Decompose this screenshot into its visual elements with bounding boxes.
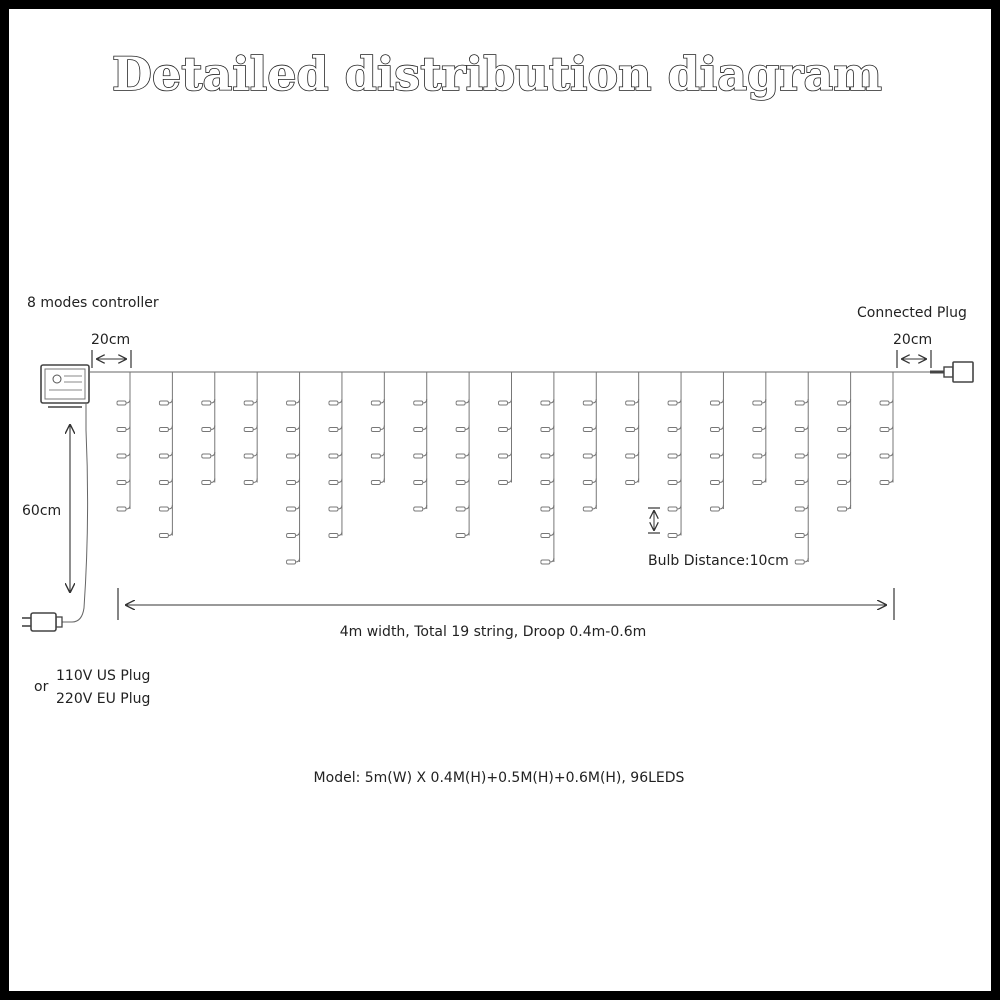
led-bulb bbox=[838, 401, 847, 405]
led-bulb bbox=[668, 428, 677, 432]
led-bulb bbox=[668, 401, 677, 405]
plug-eu-label: 220V EU Plug bbox=[56, 691, 151, 707]
left-lead-dimension bbox=[92, 350, 131, 368]
led-bulb bbox=[795, 507, 804, 511]
led-bulb bbox=[668, 481, 677, 485]
led-bulb bbox=[329, 534, 338, 538]
led-bulb bbox=[117, 454, 126, 458]
led-bulb bbox=[710, 454, 719, 458]
led-bulb bbox=[244, 428, 253, 432]
led-bulb bbox=[626, 481, 635, 485]
plug-us-label: 110V US Plug bbox=[56, 668, 151, 684]
power-plug-icon bbox=[22, 613, 62, 631]
led-bulb bbox=[414, 454, 423, 458]
curtain-string bbox=[838, 372, 851, 511]
led-bulb bbox=[880, 428, 889, 432]
led-bulb bbox=[795, 401, 804, 405]
curtain-string bbox=[456, 372, 469, 538]
led-bulb bbox=[456, 507, 465, 511]
right-lead-dimension bbox=[897, 350, 931, 368]
width-dimension bbox=[118, 588, 894, 620]
power-cable bbox=[60, 403, 88, 622]
led-bulb bbox=[880, 481, 889, 485]
led-bulb bbox=[287, 454, 296, 458]
led-bulb bbox=[329, 454, 338, 458]
led-bulb bbox=[456, 454, 465, 458]
width-spec-label: 4m width, Total 19 string, Droop 0.4m-0.6m bbox=[339, 624, 647, 640]
led-bulb bbox=[117, 481, 126, 485]
led-bulb bbox=[583, 454, 592, 458]
led-bulb bbox=[541, 401, 550, 405]
led-bulb bbox=[329, 481, 338, 485]
led-bulb bbox=[710, 428, 719, 432]
cable-length-label: 60cm bbox=[22, 503, 62, 519]
led-bulb bbox=[287, 481, 296, 485]
led-bulb bbox=[117, 428, 126, 432]
led-bulb bbox=[371, 401, 380, 405]
led-bulb bbox=[499, 401, 508, 405]
led-bulb bbox=[753, 401, 762, 405]
led-bulb bbox=[626, 401, 635, 405]
curtain-string bbox=[499, 372, 512, 485]
led-bulb bbox=[626, 454, 635, 458]
curtain-string bbox=[371, 372, 384, 485]
plug-or-label: or bbox=[34, 679, 49, 695]
led-bulb bbox=[541, 428, 550, 432]
led-bulb bbox=[753, 481, 762, 485]
led-bulb bbox=[541, 481, 550, 485]
curtain-string bbox=[880, 372, 893, 485]
led-bulb bbox=[456, 481, 465, 485]
led-bulb bbox=[117, 507, 126, 511]
led-bulb bbox=[499, 454, 508, 458]
led-bulb bbox=[880, 454, 889, 458]
curtain-string bbox=[753, 372, 766, 485]
led-bulb bbox=[329, 428, 338, 432]
led-bulb bbox=[838, 507, 847, 511]
led-bulb bbox=[583, 401, 592, 405]
led-bulb bbox=[456, 401, 465, 405]
bulb-distance-label: Bulb Distance:10cm bbox=[648, 553, 789, 569]
curtain-strings bbox=[117, 372, 893, 564]
curtain-string bbox=[626, 372, 639, 485]
led-bulb bbox=[329, 401, 338, 405]
led-bulb bbox=[838, 428, 847, 432]
led-bulb bbox=[880, 401, 889, 405]
curtain-string bbox=[202, 372, 215, 485]
led-bulb bbox=[795, 454, 804, 458]
led-bulb bbox=[795, 534, 804, 538]
led-bulb bbox=[541, 507, 550, 511]
led-bulb bbox=[838, 481, 847, 485]
curtain-string bbox=[795, 372, 808, 564]
led-bulb bbox=[499, 481, 508, 485]
led-bulb bbox=[159, 481, 168, 485]
led-bulb bbox=[159, 428, 168, 432]
led-bulb bbox=[710, 401, 719, 405]
led-bulb bbox=[244, 401, 253, 405]
page-title: Detailed distribution diagram bbox=[112, 47, 882, 101]
led-bulb bbox=[541, 454, 550, 458]
led-bulb bbox=[202, 454, 211, 458]
connected-plug-label: Connected Plug bbox=[857, 305, 967, 321]
led-bulb bbox=[159, 454, 168, 458]
curtain-string bbox=[414, 372, 427, 511]
led-bulb bbox=[456, 428, 465, 432]
controller-box bbox=[41, 365, 89, 407]
led-bulb bbox=[414, 507, 423, 511]
led-bulb bbox=[414, 428, 423, 432]
led-bulb bbox=[117, 401, 126, 405]
led-bulb bbox=[583, 507, 592, 511]
connected-plug-icon bbox=[930, 362, 973, 382]
led-bulb bbox=[499, 428, 508, 432]
led-bulb bbox=[371, 454, 380, 458]
led-bulb bbox=[668, 507, 677, 511]
curtain-string bbox=[287, 372, 300, 564]
led-bulb bbox=[202, 401, 211, 405]
led-bulb bbox=[202, 481, 211, 485]
left-lead-label: 20cm bbox=[91, 332, 131, 348]
led-bulb bbox=[795, 560, 804, 564]
curtain-string bbox=[583, 372, 596, 511]
led-bulb bbox=[287, 560, 296, 564]
led-bulb bbox=[456, 534, 465, 538]
curtain-string bbox=[329, 372, 342, 538]
led-bulb bbox=[668, 534, 677, 538]
led-bulb bbox=[710, 507, 719, 511]
model-label: Model: 5m(W) X 0.4M(H)+0.5M(H)+0.6M(H), 96LEDS bbox=[313, 770, 685, 786]
led-bulb bbox=[414, 481, 423, 485]
curtain-string bbox=[710, 372, 723, 511]
led-bulb bbox=[159, 534, 168, 538]
led-bulb bbox=[583, 428, 592, 432]
led-bulb bbox=[244, 454, 253, 458]
led-bulb bbox=[287, 534, 296, 538]
curtain-string bbox=[117, 372, 130, 511]
led-bulb bbox=[287, 428, 296, 432]
led-bulb bbox=[159, 401, 168, 405]
led-bulb bbox=[583, 481, 592, 485]
right-lead-label: 20cm bbox=[893, 332, 933, 348]
led-bulb bbox=[202, 428, 211, 432]
led-bulb bbox=[541, 560, 550, 564]
curtain-string bbox=[668, 372, 681, 538]
led-bulb bbox=[371, 428, 380, 432]
led-bulb bbox=[329, 507, 338, 511]
led-bulb bbox=[159, 507, 168, 511]
led-bulb bbox=[795, 481, 804, 485]
led-bulb bbox=[753, 454, 762, 458]
bulb-distance-indicator bbox=[648, 508, 660, 533]
curtain-string bbox=[244, 372, 257, 485]
led-bulb bbox=[753, 428, 762, 432]
led-bulb bbox=[668, 454, 677, 458]
curtain-string bbox=[159, 372, 172, 538]
led-bulb bbox=[626, 428, 635, 432]
led-bulb bbox=[287, 507, 296, 511]
led-bulb bbox=[795, 428, 804, 432]
led-bulb bbox=[287, 401, 296, 405]
led-bulb bbox=[244, 481, 253, 485]
led-bulb bbox=[541, 534, 550, 538]
led-bulb bbox=[710, 481, 719, 485]
controller-label: 8 modes controller bbox=[27, 295, 159, 311]
led-bulb bbox=[414, 401, 423, 405]
led-bulb bbox=[838, 454, 847, 458]
led-bulb bbox=[371, 481, 380, 485]
curtain-string bbox=[541, 372, 554, 564]
